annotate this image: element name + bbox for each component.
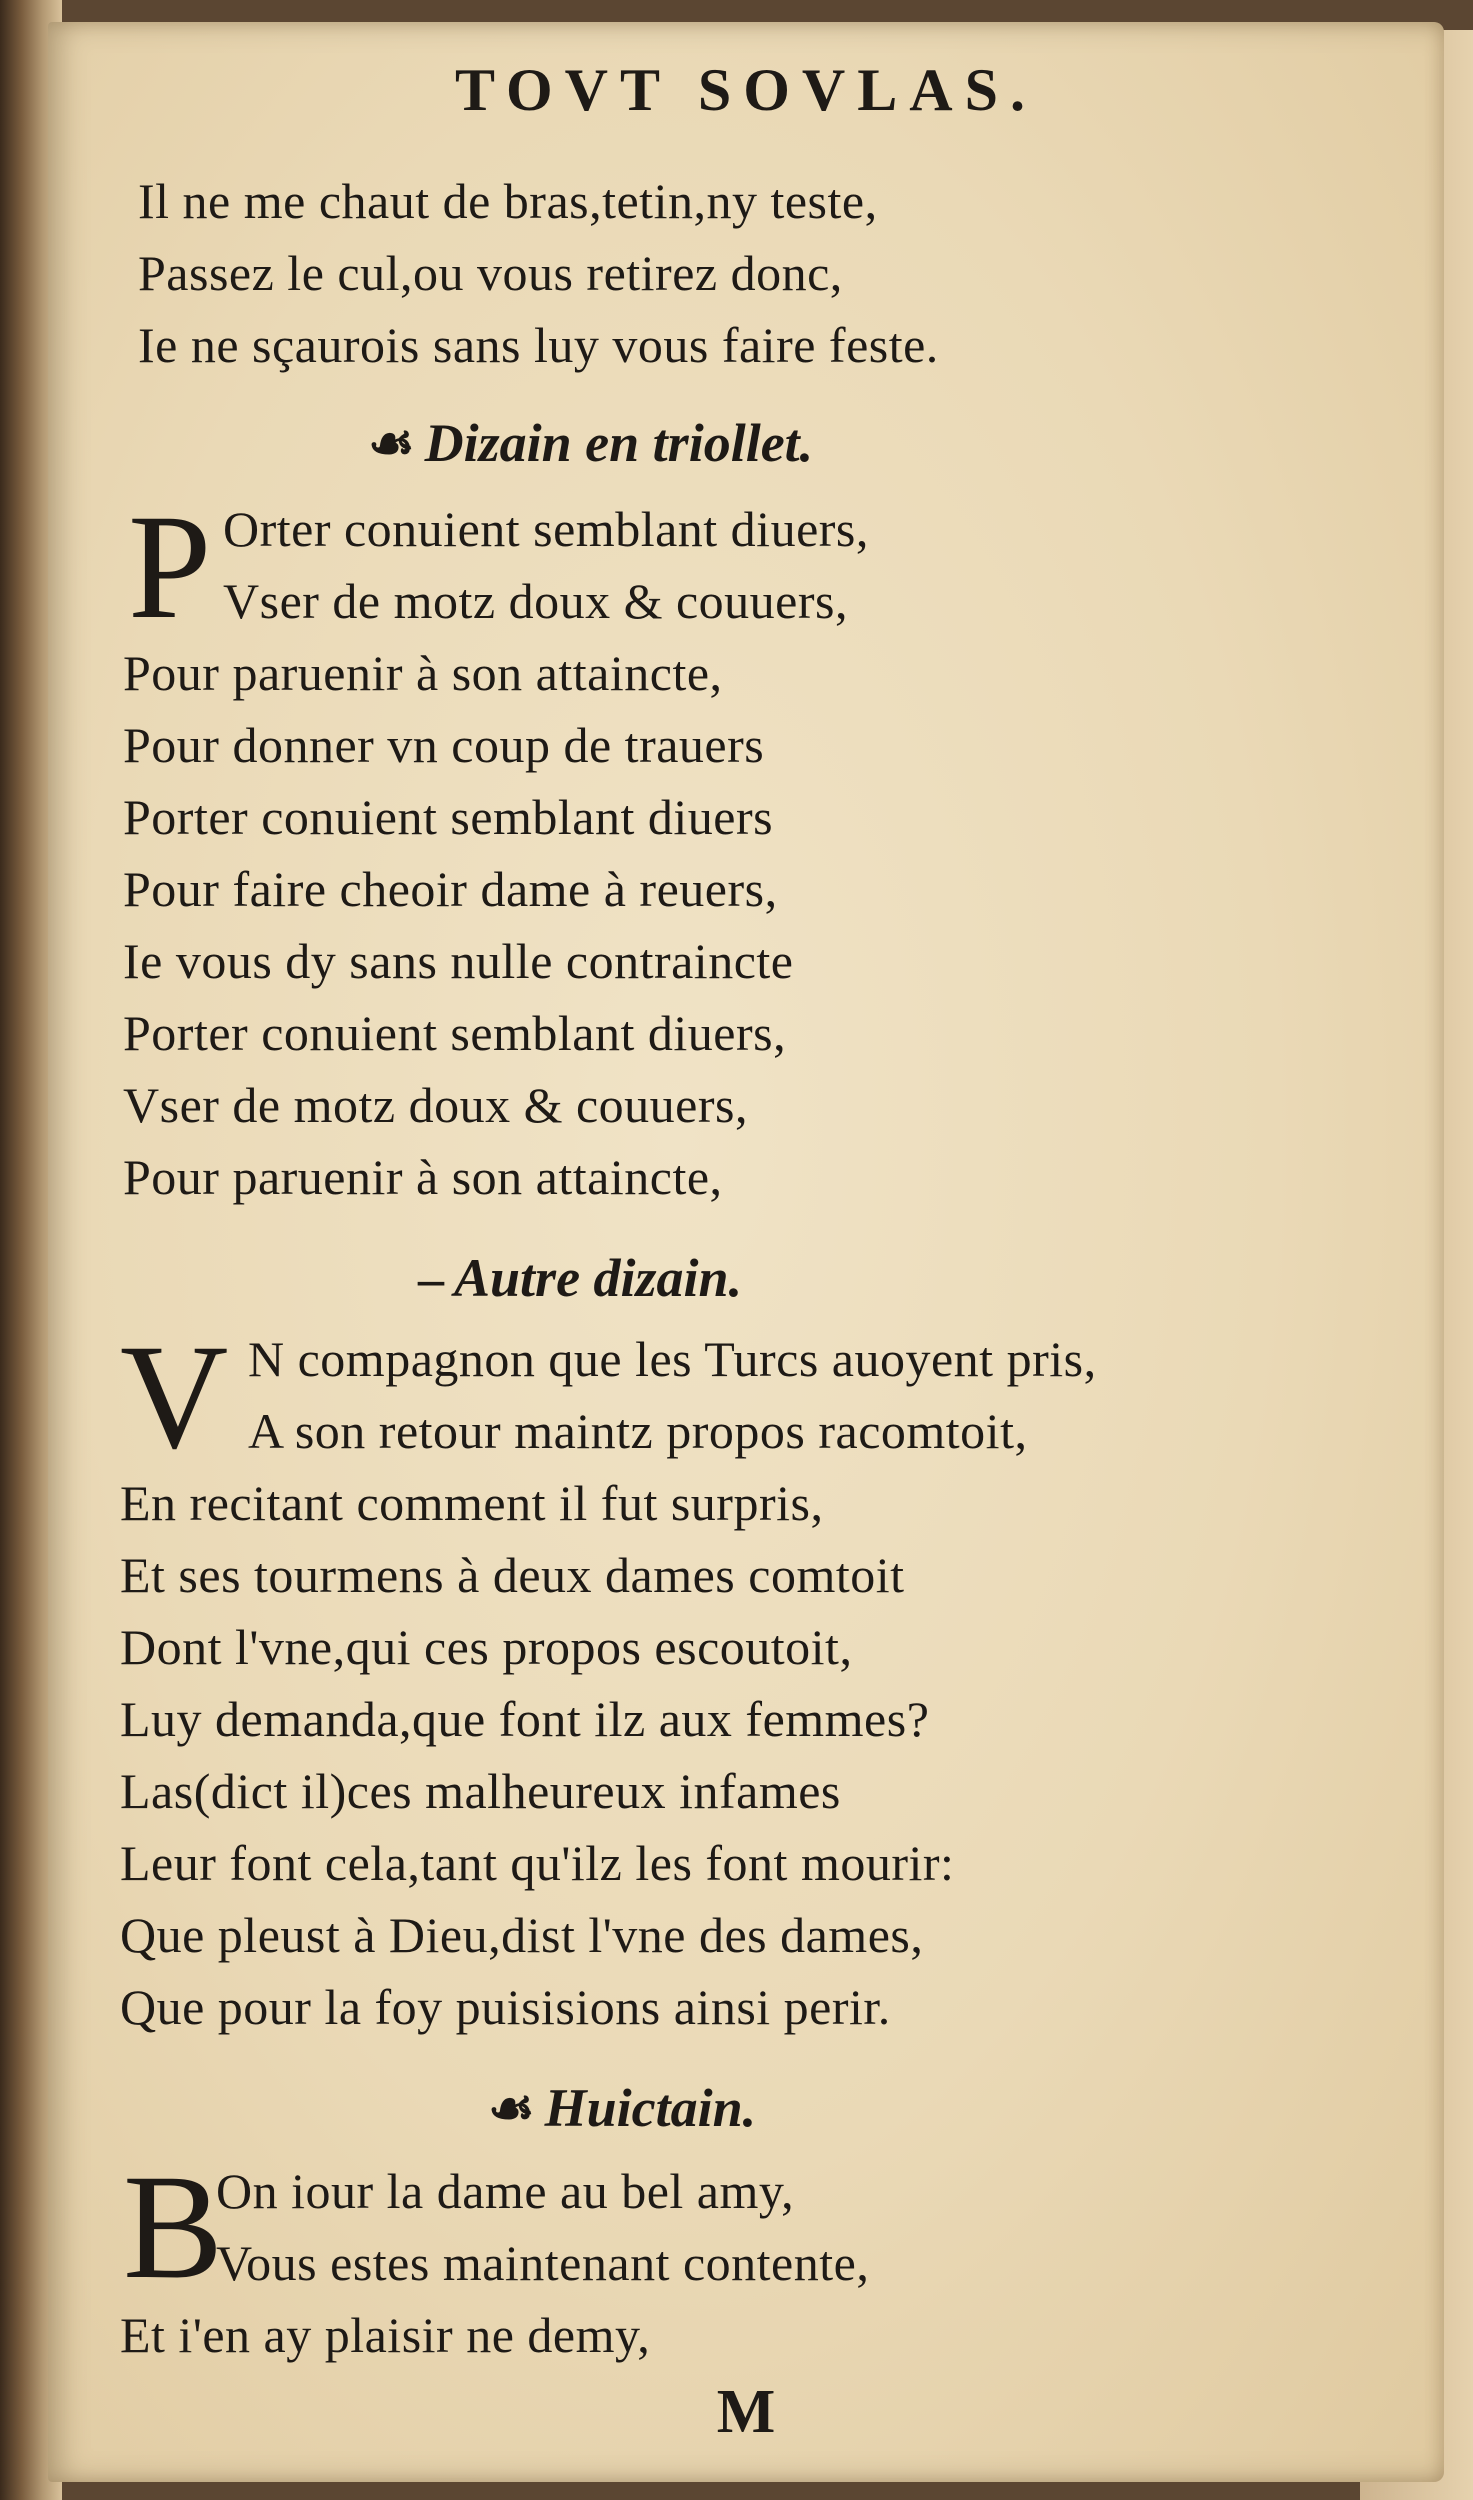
verse-line: Las(dict il)ces malheureux infames bbox=[120, 1763, 841, 1819]
verse-line: Pour paruenir à son attaincte, bbox=[123, 645, 723, 701]
verse-line: Vser de motz doux & couuers, bbox=[223, 573, 848, 629]
verse-line: Luy demanda,que font ilz aux femmes? bbox=[120, 1691, 930, 1747]
verse-line: Leur font cela,tant qu'ilz les font mourir: bbox=[120, 1835, 955, 1891]
poem-title: Dizain en triollet. bbox=[424, 413, 814, 473]
verse-line: Pour donner vn coup de trauers bbox=[123, 717, 765, 773]
verse-line: Passez le cul,ou vous retirez donc, bbox=[138, 245, 843, 301]
poem-title: Huictain. bbox=[544, 2078, 757, 2138]
drop-capital: V bbox=[120, 1314, 229, 1480]
verse-line: Que pleust à Dieu,dist l'vne des dames, bbox=[120, 1907, 924, 1963]
verse-line: On iour la dame au bel amy, bbox=[216, 2163, 795, 2219]
book-page bbox=[48, 22, 1444, 2482]
verse-line: Ie ne sçaurois sans luy vous faire feste. bbox=[138, 317, 939, 373]
verse-line: Il ne me chaut de bras,tetin,ny teste, bbox=[138, 173, 878, 229]
poem-heading bbox=[488, 2077, 756, 2139]
fleuron-icon: ☙ bbox=[488, 2081, 535, 2138]
verse-line: Et i'en ay plaisir ne demy, bbox=[120, 2307, 651, 2363]
poem-heading bbox=[418, 1247, 742, 1309]
verse-line: Vous estes maintenant contente, bbox=[216, 2235, 870, 2291]
verse-line: Pour faire cheoir dame à reuers, bbox=[123, 861, 778, 917]
verse-line: En recitant comment il fut surpris, bbox=[120, 1475, 824, 1531]
verse-line: Pour paruenir à son attaincte, bbox=[123, 1149, 723, 1205]
fleuron-icon: ☙ bbox=[368, 416, 415, 473]
drop-capital: B bbox=[123, 2144, 224, 2310]
verse-line: Que pour la foy puisisions ainsi perir. bbox=[120, 1979, 891, 2035]
verse-line: Vser de motz doux & couuers, bbox=[123, 1077, 748, 1133]
signature-mark: M bbox=[716, 2378, 776, 2446]
verse-line: N compagnon que les Turcs auoyent pris, bbox=[248, 1331, 1097, 1387]
verse-line: Orter conuient semblant diuers, bbox=[223, 501, 869, 557]
running-head: TOVT SOVLAS. bbox=[455, 57, 1037, 123]
verse-line: A son retour maintz propos racomtoit, bbox=[248, 1403, 1028, 1459]
dash-ornament-icon: – bbox=[418, 1251, 444, 1308]
verse-line: Et ses tourmens à deux dames comtoit bbox=[120, 1547, 905, 1603]
poem-title: Autre dizain. bbox=[454, 1248, 743, 1308]
verse-line: Dont l'vne,qui ces propos escoutoit, bbox=[120, 1619, 853, 1675]
drop-capital: P bbox=[128, 484, 212, 650]
verse-line: Porter conuient semblant diuers, bbox=[123, 1005, 787, 1061]
poem-heading bbox=[368, 412, 813, 474]
verse-line: Ie vous dy sans nulle contraincte bbox=[123, 933, 794, 989]
verse-line: Porter conuient semblant diuers bbox=[123, 789, 774, 845]
